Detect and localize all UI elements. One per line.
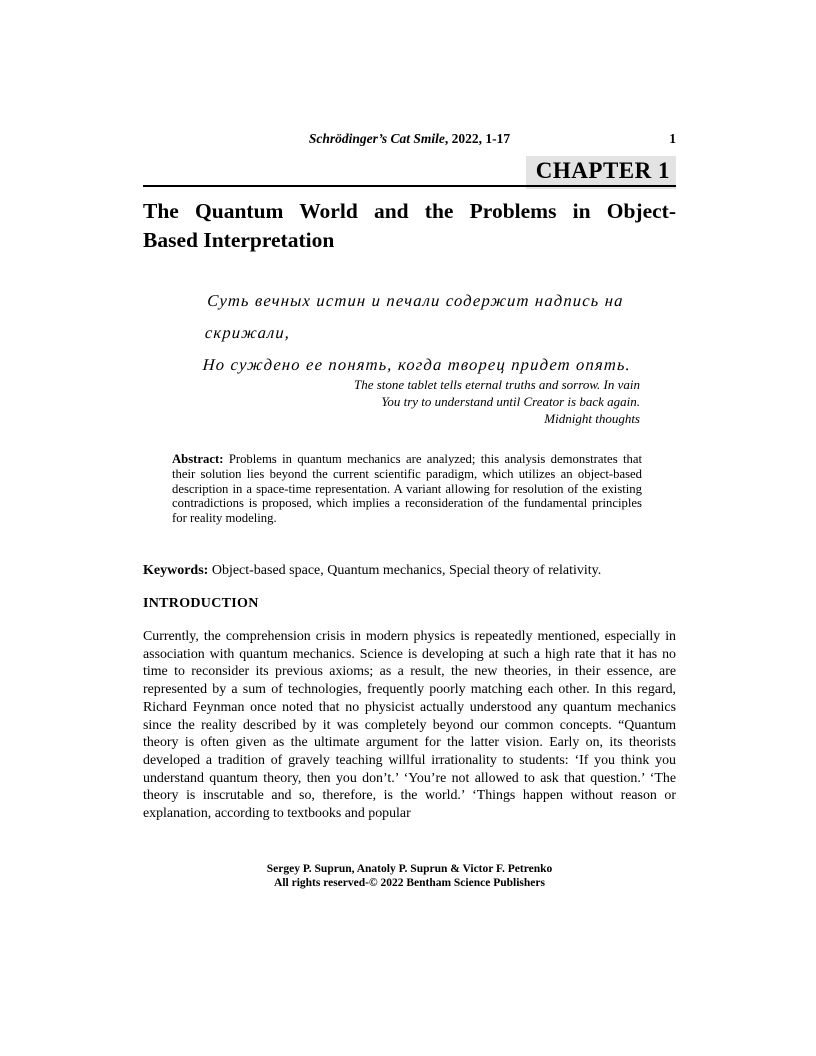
epigraph-english-line-1: The stone tablet tells eternal truths and sorrow. In vain <box>354 377 640 392</box>
chapter-title <box>143 197 676 255</box>
chapter-title-line-2: Based Interpretation <box>143 228 335 252</box>
section-heading-introduction: INTRODUCTION <box>143 596 259 611</box>
footer-authors: Sergey P. Suprun, Anatoly P. Suprun & Victor F. Petrenko <box>266 863 553 875</box>
abstract-label: Abstract: <box>172 452 224 466</box>
abstract <box>172 452 642 526</box>
chapter-title-line-1: The Quantum World and the Problems in Object- <box>143 199 676 223</box>
epigraph-russian-line-2: Но суждено ее понять, когда творец придет опять. <box>202 355 632 374</box>
running-head-citation: , 2022, 1-17 <box>444 131 511 146</box>
footer-copyright: All rights reserved-© 2022 Bentham Science Publishers <box>274 876 545 889</box>
keywords-text: Object-based space, Quantum mechanics, Special theory of relativity. <box>211 563 602 578</box>
chapter-banner: CHAPTER 1 <box>526 156 676 189</box>
epigraph-english-line-2: You try to understand until Creator is back again. <box>381 394 640 409</box>
running-head <box>143 131 676 147</box>
epigraph-english <box>143 376 640 427</box>
abstract-text: Problems in quantum mechanics are analyzed; this analysis demonstrates that their solution lies beyond the current scientific paradigm, which utilizes an object-based description in a space-time representation. A variant allowing for resolution of the existing contradictions is proposed, which implies a reconsideration of the fundamental principles for reality modeling. <box>172 452 643 526</box>
keywords-label: Keywords: <box>143 563 209 578</box>
epigraph-attribution: Midnight thoughts <box>544 411 640 426</box>
chapter-rule <box>143 185 676 187</box>
running-head-book-title: Schrödinger’s Cat Smile <box>308 131 445 146</box>
epigraph-russian <box>202 285 679 381</box>
keywords <box>143 563 676 579</box>
page-footer <box>143 863 676 890</box>
epigraph-russian-line-1: Суть вечных истин и печали содержит надпись на скрижали, <box>204 291 625 342</box>
page-number: 1 <box>669 131 676 146</box>
introduction-paragraph: Currently, the comprehension crisis in modern physics is repeatedly mentioned, especially in association with quantum mechanics. Science is developing at such a high rate that it has no time to reconsider its previous axioms; as a result, the new theories, in their essence, are represented by a sum of technologies, frequently poorly matching each other. In this regard, Richard Feynman once noted that no physicist actually understood any quantum mechanics since the reality described by it was completely beyond our common concepts. “Quantum theory is often given as the ultimate argument for the latter vision. Early on, its theorists developed a tradition of gravely teaching willful irrationality to students: ‘If you think you understand quantum theory, then you don’t.’ ‘You’re not allowed to ask that question.’ ‘The theory is inscrutable and so, therefore, is the world.’ ‘Things happen without reason or explanation, according to textbooks and popular <box>143 629 676 822</box>
